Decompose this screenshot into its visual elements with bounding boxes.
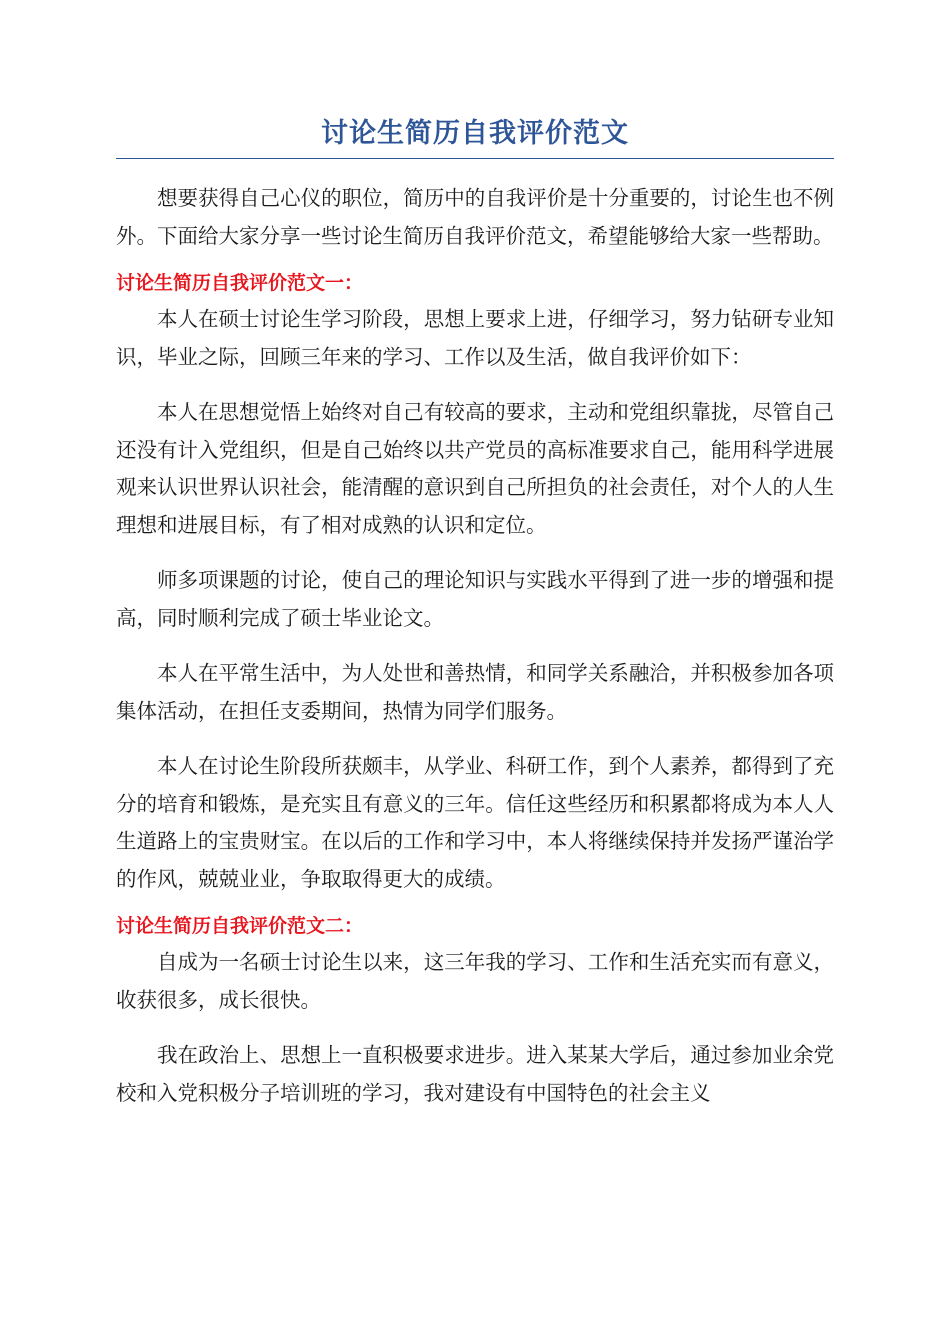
document-title: 讨论生简历自我评价范文 bbox=[116, 114, 834, 159]
section-1-paragraph: 本人在硕士讨论生学习阶段，思想上要求上进，仔细学习，努力钻研专业知识，毕业之际，回顾三年来的学习、工作以及生活，做自我评价如下： bbox=[116, 307, 834, 369]
section-2-paragraph: 我在政治上、思想上一直积极要求进步。进入某某大学后，通过参加业余党校和入党积极分子培训班的学习，我对建设有中国特色的社会主义 bbox=[116, 1043, 834, 1105]
document-page bbox=[116, 0, 834, 1112]
section-1-paragraph: 本人在讨论生阶段所获颇丰，从学业、科研工作，到个人素养，都得到了充分的培育和锻炼，是充实且有意义的三年。信任这些经历和积累都将成为本人人生道路上的宝贵财宝。在以后的工作和学习中，本人将继续保持并发扬严谨治学的作风，兢兢业业，争取取得更大的成绩。 bbox=[116, 754, 834, 891]
section-1-paragraph: 本人在平常生活中，为人处世和善热情，和同学关系融洽，并积极参加各项集体活动，在担任支委期间，热情为同学们服务。 bbox=[116, 661, 834, 723]
section-1-paragraph: 本人在思想觉悟上始终对自己有较高的要求，主动和党组织靠拢，尽管自己还没有计入党组织，但是自己始终以共产党员的高标准要求自己，能用科学进展观来认识世界认识社会，能清醒的意识到自己所担负的社会责任，对个人的人生理想和进展目标，有了相对成熟的认识和定位。 bbox=[116, 400, 834, 537]
section-2-paragraph: 自成为一名硕士讨论生以来，这三年我的学习、工作和生活充实而有意义，收获很多，成长很快。 bbox=[116, 950, 834, 1012]
section-1-paragraph: 师多项课题的讨论，使自己的理论知识与实践水平得到了进一步的增强和提高，同时顺利完成了硕士毕业论文。 bbox=[116, 568, 834, 630]
section-2-heading: 讨论生简历自我评价范文二： bbox=[116, 915, 364, 937]
section-1-heading: 讨论生简历自我评价范文一： bbox=[116, 272, 364, 294]
intro-paragraph: 想要获得自己心仪的职位，简历中的自我评价是十分重要的，讨论生也不例外。下面给大家分享一些讨论生简历自我评价范文，希望能够给大家一些帮助。 bbox=[116, 186, 834, 248]
